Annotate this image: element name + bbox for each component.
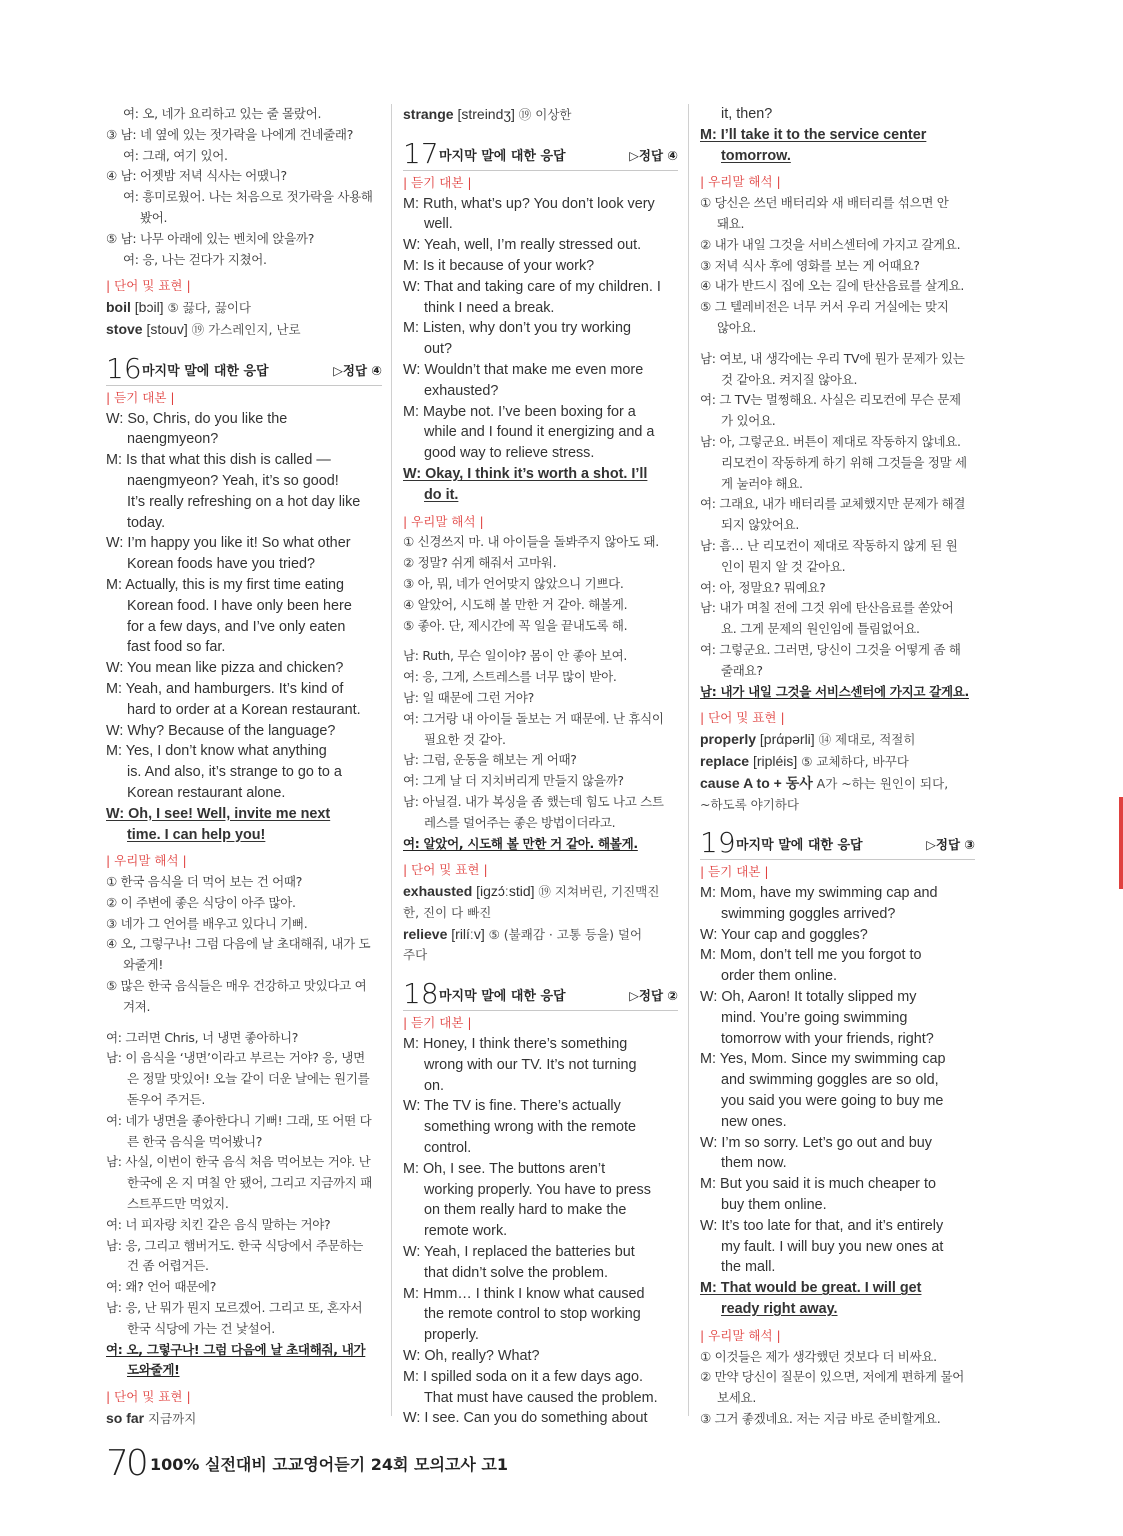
script-line: M: Listen, why don’t you try working — [403, 320, 631, 337]
question-title: 마지막 말에 대한 응답 — [439, 989, 566, 1005]
answer-label: ▷정답 ② — [629, 988, 678, 1004]
script-line: and swimming goggles are so old, — [721, 1072, 939, 1089]
dialogue-line: 한국 식당에 가는 건 낯설어. — [127, 1320, 275, 1336]
script-line: M: Ruth, what’s up? You don’t look very — [403, 195, 655, 212]
translation-option: ② 만약 당신이 질문이 있으면, 저에게 편하게 물어 — [700, 1369, 965, 1385]
dialogue-line: 여: 응, 그게, 스트레스를 너무 많이 받아. — [403, 669, 617, 685]
script-line: W: Oh, really? What? — [403, 1348, 540, 1365]
script-line: today. — [127, 514, 166, 531]
dialogue-line: 여: 그래, 여기 있어. — [123, 147, 228, 163]
script-line: my fault. I will buy you new ones at — [721, 1238, 944, 1255]
translation-option: ⑤ 좋아. 단, 제시간에 꼭 일을 끝내도록 해. — [403, 617, 628, 633]
column-divider — [688, 104, 689, 1416]
script-line: for a few days, and I’ve only eaten — [127, 618, 346, 635]
script-line: order them online. — [721, 968, 837, 985]
script-line: you said you were going to buy me — [721, 1093, 944, 1110]
dialogue-line: 남: 응, 난 뭐가 뭔지 모르겠어. 그리고 또, 혼자서 — [106, 1300, 363, 1316]
script-line: on them really hard to make the — [424, 1202, 627, 1219]
question-header — [403, 132, 678, 171]
script-line: W: So, Chris, do you like the — [106, 410, 288, 427]
translation-option: ④ 알았어, 시도해 볼 만한 거 같아. 해볼게. — [403, 596, 628, 612]
dialogue-line: 여: 아, 정말요? 뭐예요? — [700, 579, 826, 595]
translation-option: ① 신경쓰지 마. 내 아이들을 돌봐주지 않아도 돼. — [403, 534, 659, 550]
script-line: on. — [424, 1077, 445, 1094]
section-label: | 단어 및 표현 | — [106, 278, 191, 294]
dialogue-line: 건 좀 어렵거든. — [127, 1258, 209, 1274]
question-number: 18 — [403, 977, 439, 1011]
script-line: that didn’t solve the problem. — [424, 1264, 608, 1281]
translation-option: ③ 아, 뭐, 네가 언어맞지 않았으니 기쁘다. — [403, 575, 624, 591]
script-line: think I need a break. — [424, 299, 555, 316]
script-line: M: Is it because of your work? — [403, 257, 595, 274]
script-line: control. — [424, 1140, 472, 1157]
script-line: out? — [424, 341, 453, 358]
dialogue-line: 남: 내가 며칠 전에 그것 위에 탄산음료를 쏟았어 — [700, 600, 954, 616]
translation-option: ② 내가 내일 그것을 서비스센터에 가지고 갈게요. — [700, 236, 961, 252]
vocab-entry: relieve [rilíːv] ⑤ (불쾌감 · 고통 등을) 덜어 — [403, 925, 643, 942]
dialogue-line: ③ 남: 네 옆에 있는 젓가락을 나에게 건네줄래? — [106, 126, 354, 142]
translation-option: ② 정말? 쉬게 해줘서 고마워. — [403, 555, 557, 571]
script-line: something wrong with the remote — [424, 1119, 636, 1136]
dialogue-line: 여: 그래요, 내가 배터리를 교체했지만 문제가 해결 — [700, 496, 966, 512]
dialogue-line: 줄래요? — [721, 662, 763, 678]
answer-label: ▷정답 ③ — [926, 837, 975, 853]
dialogue-line: 여: 그게 날 더 지치버리게 만들지 않을까? — [403, 773, 624, 789]
script-line: It’s really refreshing on a hot day like — [127, 493, 361, 510]
script-line: M: Yes, I don’t know what anything — [106, 743, 327, 760]
script-line: new ones. — [721, 1113, 787, 1130]
dialogue-line: 여: 오, 네가 요리하고 있는 줄 몰랐어. — [123, 106, 322, 121]
translation-option: ③ 저녁 식사 후에 영화를 보는 게 어때요? — [700, 257, 920, 273]
script-line: remote work. — [424, 1223, 508, 1240]
section-label: | 우리말 해석 | — [106, 853, 187, 869]
script-line: W: Why? Because of the language? — [106, 722, 336, 739]
column-3 — [700, 104, 975, 1430]
column-1 — [106, 104, 382, 1430]
script-answer-line: do it. — [424, 486, 459, 503]
dialogue-line: 남: 아닐걸. 내가 복싱을 좀 했는데 힘도 나고 스트 — [403, 793, 664, 809]
dialogue-line: 여: 그거랑 내 아이들 돌보는 거 때문에. 난 휴식이 — [403, 710, 664, 726]
question-title: 마지막 말에 대한 응답 — [736, 838, 863, 854]
script-answer-line: ready right away. — [721, 1301, 838, 1318]
translation-option: ③ 그거 좋겠네요. 저는 지금 바로 준비할게요. — [700, 1411, 941, 1427]
dialogue-line: 여: 흥미로웠어. 나는 처음으로 젓가락을 사용해 — [123, 189, 373, 205]
column-divider — [391, 104, 392, 1416]
script-answer-line: M: I’ll take it to the service center — [700, 126, 927, 143]
script-line: W: Yeah, well, I’m really stressed out. — [403, 237, 642, 254]
script-answer-line: time. I can help you! — [127, 826, 266, 843]
vocab-entry: boil [bɔil] ⑤ 끓다, 끓이다 — [106, 299, 251, 316]
translation-option: ⑤ 많은 한국 음식들은 매우 건강하고 맛있다고 여 — [106, 978, 367, 994]
script-line: is. And also, it’s strange to go to a — [127, 764, 342, 781]
page-number: 70 — [106, 1443, 146, 1484]
script-line: fast food so far. — [127, 639, 226, 656]
section-label: | 단어 및 표현 | — [403, 862, 488, 878]
question-number: 16 — [106, 351, 142, 385]
dialogue-line: 것 같아요. 켜지질 않아요. — [721, 371, 858, 387]
dialogue-line: 른 한국 음식을 먹어봤니? — [127, 1133, 263, 1149]
script-line: properly. — [424, 1327, 479, 1344]
dialogue-line: 여: 왜? 언어 때문에? — [106, 1279, 217, 1295]
section-label: | 듣기 대본 | — [403, 174, 472, 190]
book-title: 100% 실전대비 고교영어듣기 24회 모의고사 고1 — [150, 1455, 508, 1474]
script-line: while and I found it energizing and a — [424, 424, 655, 441]
question-number: 17 — [403, 136, 439, 170]
script-line: W: Oh, Aaron! It totally slipped my — [700, 989, 917, 1006]
script-line: them now. — [721, 1155, 787, 1172]
script-line: tomorrow with your friends, right? — [721, 1030, 934, 1047]
translation-option: ③ 네가 그 언어를 배우고 있다니 기뻐. — [106, 915, 308, 931]
vocab-entry: properly [prάpərli] ⑭ 제대로, 적절히 — [700, 731, 916, 748]
question-title: 마지막 말에 대한 응답 — [142, 363, 269, 379]
script-line: W: It’s too late for that, and it’s entirely — [700, 1217, 944, 1234]
dialogue-line: ④ 남: 어젯밤 저녁 식사는 어땠니? — [106, 168, 287, 184]
vocab-entry: strange [streindʒ] ⑲ 이상한 — [403, 106, 572, 122]
dialogue-line: 남: 응, 그리고 햄버거도. 한국 식당에서 주문하는 — [106, 1237, 364, 1253]
translation-option: 겨져. — [123, 998, 151, 1014]
script-line: M: Oh, I see. The buttons aren’t — [403, 1160, 606, 1177]
script-line: W: I’m so sorry. Let’s go out and buy — [700, 1134, 932, 1151]
script-line: naengmyeon? Yeah, it’s so good! — [127, 472, 339, 489]
script-line: the remote control to stop working — [424, 1306, 641, 1323]
question-header — [700, 821, 975, 860]
script-line: W: That and taking care of my children. I — [403, 278, 661, 295]
script-line: M: Mom, have my swimming cap and — [700, 885, 938, 902]
script-line: it, then? — [721, 106, 773, 122]
dialogue-answer-line: 여: 알았어, 시도해 볼 만한 거 같아. 해볼게. — [403, 835, 638, 851]
script-line: Korean food. I have only been here — [127, 597, 352, 614]
dialogue-line: 남: 여보, 내 생각에는 우리 TV에 뭔가 문제가 있는 — [700, 350, 965, 366]
dialogue-answer-line: 도와줄게! — [127, 1362, 180, 1378]
script-line: Korean restaurant alone. — [127, 784, 286, 801]
dialogue-line: 여: 너 피자랑 치킨 같은 음식 말하는 거야? — [106, 1216, 331, 1232]
dialogue-line: 여: 그렇군요. 그러면, 당신이 그것을 어떻게 좀 해 — [700, 641, 961, 657]
section-label: | 듣기 대본 | — [106, 389, 175, 405]
dialogue-line: 리모컨이 작동하게 하기 위해 그것들을 정말 세 — [721, 454, 967, 470]
dialogue-line: 남: Ruth, 무슨 일이야? 몸이 안 좋아 보여. — [403, 648, 628, 664]
script-line: M: Honey, I think there’s something — [403, 1036, 628, 1053]
script-line: W: I’m happy you like it! So what other — [106, 535, 351, 552]
section-label: | 우리말 해석 | — [700, 1327, 781, 1343]
script-line: W: The TV is fine. There’s actually — [403, 1098, 621, 1115]
column-2 — [403, 104, 678, 1429]
script-line: mind. You’re going swimming — [721, 1009, 908, 1026]
script-line: W: You mean like pizza and chicken? — [106, 660, 344, 677]
dialogue-line: 레스를 덜어주는 좋은 방법이더라고. — [424, 814, 616, 830]
section-label: | 듣기 대본 | — [403, 1015, 472, 1031]
script-line: M: I spilled soda on it a few days ago. — [403, 1368, 643, 1385]
vocab-entry-cont: 한, 진이 다 빠진 — [403, 904, 492, 920]
script-line: working properly. You have to press — [424, 1181, 651, 1198]
page-edge-tab — [1119, 797, 1123, 889]
question-number: 19 — [700, 826, 736, 860]
translation-option: 돼요. — [717, 215, 745, 231]
vocab-entry: so far 지금까지 — [106, 1410, 197, 1427]
dialogue-line: 남: 일 때문에 그런 거야? — [403, 689, 534, 705]
question-header — [106, 347, 382, 386]
script-answer-line: W: Okay, I think it’s worth a shot. I’ll — [403, 465, 648, 482]
answer-label: ▷정답 ④ — [333, 362, 382, 378]
dialogue-line: 게 눌러야 해요. — [721, 475, 803, 491]
answer-label: ▷정답 ④ — [629, 147, 678, 163]
script-line: W: Yeah, I replaced the batteries but — [403, 1244, 635, 1261]
translation-option: ④ 오, 그렇구나! 그럼 다음에 날 초대해줘, 내가 도 — [106, 936, 371, 952]
translation-option: ④ 내가 반드시 집에 오는 길에 탄산음료를 살게요. — [700, 278, 965, 294]
dialogue-line: 가 있어요. — [721, 413, 776, 429]
script-line: That must have caused the problem. — [424, 1389, 658, 1406]
script-line: M: Is that what this dish is called — — [106, 452, 331, 469]
section-label: | 듣기 대본 | — [700, 864, 769, 880]
script-answer-line: M: That would be great. I will get — [700, 1280, 922, 1297]
dialogue-line: 남: 사실, 이번이 한국 음식 처음 먹어보는 거야. 난 — [106, 1154, 371, 1170]
script-line: hard to order at a Korean restaurant. — [127, 701, 361, 718]
dialogue-line: ⑤ 남: 나무 아래에 있는 벤치에 앉을까? — [106, 230, 315, 246]
dialogue-line: 남: 아, 그렇군요. 버튼이 제대로 작동하지 않네요. — [700, 433, 961, 449]
script-line: buy them online. — [721, 1197, 827, 1214]
script-line: M: Actually, this is my first time eating — [106, 576, 345, 593]
dialogue-line: 남: 흠… 난 리모컨이 제대로 작동하지 않게 된 원 — [700, 537, 958, 553]
script-line: W: I see. Can you do something about — [403, 1410, 648, 1427]
dialogue-line: 여: 그 TV는 멀쩡해요. 사실은 리모컨에 무슨 문제 — [700, 392, 961, 408]
translation-option: ① 이것들은 제가 생각했던 것보다 더 비싸요. — [700, 1348, 937, 1364]
script-line: swimming goggles arrived? — [721, 905, 896, 922]
translation-option: 보세요. — [717, 1390, 756, 1406]
script-answer-line: W: Oh, I see! Well, invite me next — [106, 805, 331, 822]
dialogue-line: 되지 않았어요. — [721, 517, 799, 533]
dialogue-line: 여: 네가 냉면을 좋아한다니 기뻐! 그래, 또 어떤 다 — [106, 1112, 372, 1128]
translation-option: 와줄게! — [123, 957, 164, 973]
script-line: naengmyeon? — [127, 431, 219, 448]
script-line: M: Maybe not. I’ve been boxing for a — [403, 403, 636, 420]
script-line: W: Your cap and goggles? — [700, 926, 868, 943]
dialogue-line: 필요한 것 같아. — [424, 731, 506, 747]
section-label: | 단어 및 표현 | — [700, 710, 785, 726]
dialogue-line: 여: 그러면 Chris, 너 냉면 좋아하니? — [106, 1029, 299, 1045]
section-label: | 우리말 해석 | — [700, 174, 781, 190]
vocab-entry-cont: 주다 — [403, 947, 428, 963]
script-line: M: Mom, don’t tell me you forgot to — [700, 947, 922, 964]
dialogue-line: 요. 그게 문제의 원인임에 틀림없어요. — [721, 621, 920, 637]
section-label: | 우리말 해석 | — [403, 513, 484, 529]
translation-option: ① 한국 음식을 더 먹어 보는 건 어때? — [106, 874, 303, 890]
script-line: good way to relieve stress. — [424, 445, 595, 462]
script-answer-line: tomorrow. — [721, 147, 791, 164]
dialogue-answer-line: 여: 오, 그렇구나! 그럼 다음에 날 초대해줘, 내가 — [106, 1341, 366, 1357]
vocab-entry-cont: ~하도록 야기하다 — [700, 796, 799, 812]
script-line: the mall. — [721, 1259, 776, 1276]
script-line: W: Wouldn’t that make me even more — [403, 361, 644, 378]
vocab-entry: stove [stouv] ⑲ 가스레인지, 난로 — [106, 320, 301, 337]
vocab-entry: cause A to + 동사 A가 ~하는 원인이 되다, — [700, 774, 949, 791]
dialogue-answer-line: 남: 내가 내일 그것을 서비스센터에 가지고 갈게요. — [700, 683, 969, 699]
dialogue-line: 은 정말 맛있어! 오늘 같이 더운 날에는 원기를 — [127, 1071, 370, 1087]
script-line: wrong with our TV. It’s not turning — [424, 1056, 637, 1073]
translation-option: ⑤ 그 텔레비전은 너무 커서 우리 거실에는 맞지 — [700, 299, 949, 315]
script-line: M: Yes, Mom. Since my swimming cap — [700, 1051, 946, 1068]
script-line: well. — [424, 216, 453, 233]
script-line: Korean foods have you tried? — [127, 556, 316, 573]
dialogue-line: 인이 뭔지 알 것 같아요. — [721, 558, 846, 574]
dialogue-line: 돋우어 주거든. — [127, 1092, 205, 1108]
script-line: M: But you said it is much cheaper to — [700, 1176, 936, 1193]
dialogue-line: 여: 응, 나는 걷다가 지쳤어. — [123, 251, 267, 267]
script-line: M: Hmm… I think I know what caused — [403, 1285, 645, 1302]
section-label: | 단어 및 표현 | — [106, 1389, 191, 1405]
dialogue-line: 남: 그럼, 운동을 해보는 게 어때? — [403, 752, 577, 768]
translation-option: 않아요. — [717, 319, 756, 335]
dialogue-line: 스트푸드만 먹었지. — [127, 1196, 229, 1212]
script-line: exhausted? — [424, 382, 499, 399]
vocab-entry: exhausted [igzɔ́ːstid] ⑲ 지쳐버린, 기진맥진 — [403, 883, 660, 900]
vocab-entry: replace [ripléis] ⑤ 교체하다, 바꾸다 — [700, 752, 909, 769]
dialogue-line: 한국에 온 지 며칠 안 됐어, 그리고 지금까지 패 — [127, 1175, 373, 1191]
script-line: M: Yeah, and hamburgers. It’s kind of — [106, 680, 344, 697]
question-title: 마지막 말에 대한 응답 — [439, 148, 566, 164]
dialogue-line: 남: 이 음식을 ‘냉면’이라고 부르는 거야? 응, 냉면 — [106, 1050, 365, 1066]
question-header — [403, 972, 678, 1011]
translation-option: ① 당신은 쓰던 배터리와 새 배터리를 섞으면 안 — [700, 195, 949, 211]
dialogue-line: 봤어. — [140, 209, 168, 225]
translation-option: ② 이 주변에 좋은 식당이 아주 많아. — [106, 894, 296, 910]
